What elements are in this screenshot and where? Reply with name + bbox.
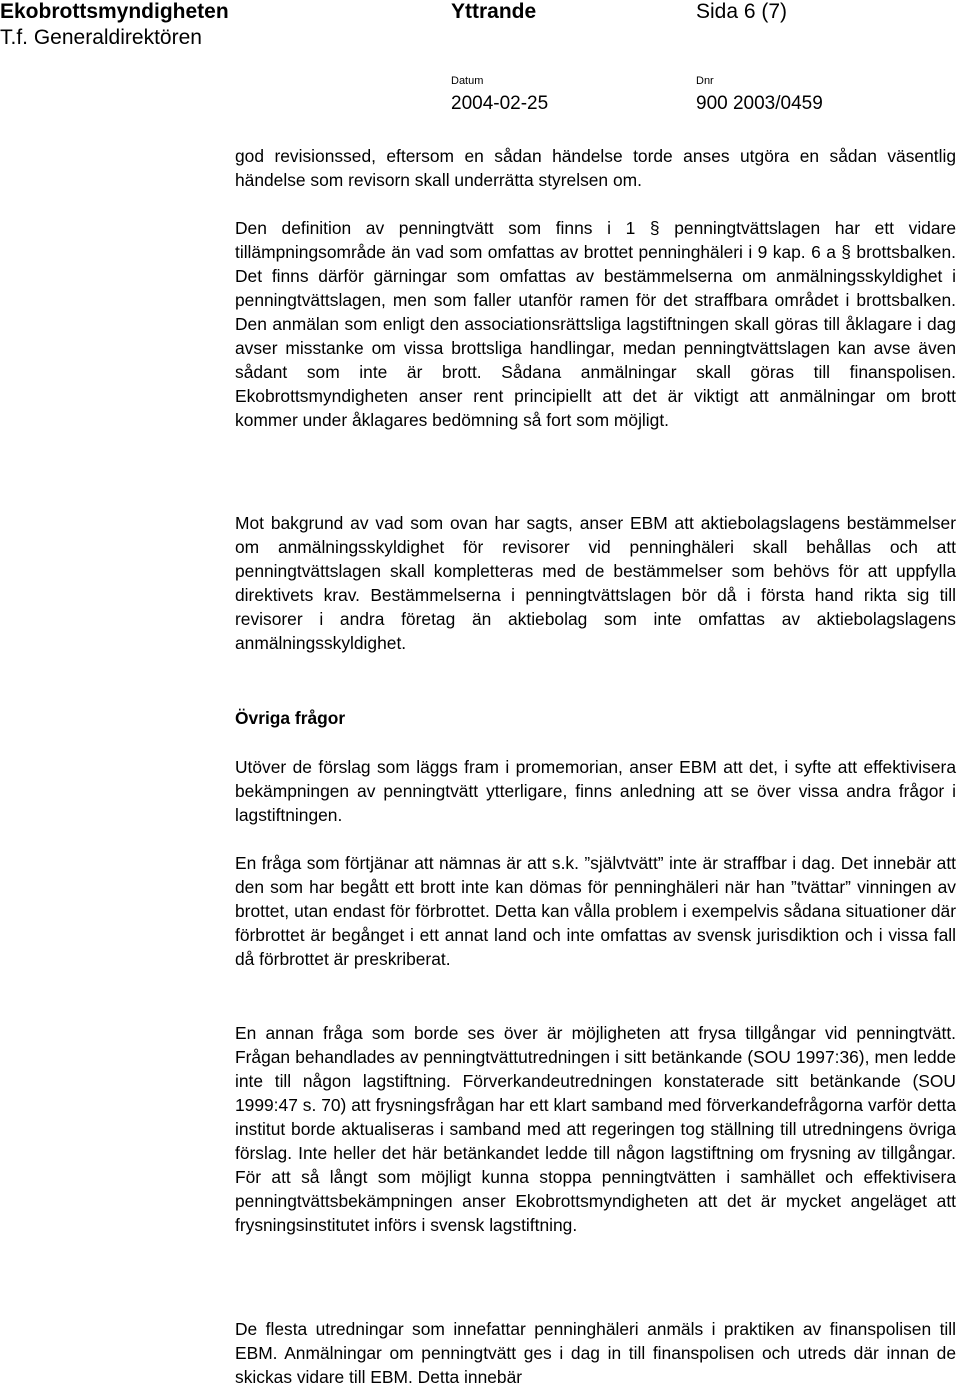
section-heading: Övriga frågor <box>235 708 346 728</box>
date-value: 2004-02-25 <box>451 93 549 114</box>
dnr-value: 900 2003/0459 <box>696 93 823 114</box>
paragraph-1: god revisionssed, eftersom en sådan händelse torde anses utgöra en sådan väsentlig händelse som revisorn skall underrätta styrelsen om. <box>235 146 956 190</box>
paragraph-4: Utöver de förslag som läggs fram i promemorian, anser EBM att det, i syfte att effektivisera bekämpningen av penningtvätt ytterligare, finns anledning att se över vissa andra frågor i lagstiftningen. <box>235 757 956 825</box>
paragraph-3: Mot bakgrund av vad som ovan har sagts, anser EBM att aktiebolagslagens bestämmelser om anmälningsskyldighet för revisorer vid penninghäleri skall behållas och att penningtvättslagen skall kompletteras med de bestämmelser som behövs för att uppfylla direktivets krav. Bestämmelserna i penningtvättslagen bör då i första hand rikta sig till revisorer i andra företag än aktiebolag som inte omfattas av aktiebolagslagens anmälningsskyldighet. <box>235 513 956 653</box>
date-label: Datum <box>451 75 484 87</box>
paragraph-5: En fråga som förtjänar att nämnas är att s.k. ”självtvätt” inte är straffbar i dag. Det innebär att den som har begått ett brott inte kan dömas för penninghäleri när han ”tvättar” vinningen av brottet, utan endast för förbrottet. Detta kan vålla problem i exempelvis sådana situationer där förbrottet är begånget i ett annat land och inte omfattas av svensk jurisdiktion och i vissa fall då förbrottet är preskriberat. <box>235 853 956 969</box>
paragraph-7: De flesta utredningar som innefattar penninghäleri anmäls i praktiken av finanspolisen till EBM. Anmälningar om penningtvätt ges i dag in till finanspolisen och utreds där innan de skickas vidare till EBM. Detta innebär <box>235 1319 956 1387</box>
paragraph-2: Den definition av penningtvätt som finns i 1 § penningtvättslagen har ett vidare tillämpningsområde än vad som omfattas av brottet penninghäleri i 9 kap. 6 a § brottsbalken. Det finns därför gärningar som omfattas av bestämmelserna om anmälningsskyldighet i penningtvättslagen, men som faller utanför ramen för det straffbara området i brottsbalken. Den anmälan som enligt den associationsrättsliga lagstiftningen skall göras till åklagare i dag avser misstanke om vissa brottsliga handlingar, medan penningtvättslagen kan avse även sådant som inte är brott. Sådana anmälningar skall göras till finanspolisen. Ekobrottsmyndigheten anser rent principiellt att det är viktigt att anmälningar om brott kommer under åklagares bedömning så fort som möjligt. <box>235 218 956 430</box>
page-number: Sida 6 (7) <box>696 0 788 23</box>
department-name: T.f. Generaldirektören <box>0 26 202 49</box>
document-type: Yttrande <box>451 0 537 23</box>
paragraph-6: En annan fråga som borde ses över är möjligheten att frysa tillgångar vid penningtvätt. Frågan behandlades av penningtvättutredningen i sitt betänkande (SOU 1997:36), men ledde inte till någon lagstiftning. Förverkandeutredningen konstaterade sitt betänkande (SOU 1999:47 s. 70) att frysningsfrågan har ett klart samband med förverkandefrågorna varför detta institut borde aktualiseras i samband med att regeringen tog ställning till utredningens övriga förslag. Inte heller det här betänkandet ledde till någon lagstiftning om frysning av tillgångar. För att så långt som möjligt kunna stoppa penningtvätten i samhället och effektivisera penningtvättsbekämpningen anser Ekobrottsmyndigheten att det är mycket angeläget att frysningsinstitutet införs i svensk lagstiftning. <box>235 1023 956 1235</box>
dnr-label: Dnr <box>696 75 714 87</box>
organization-name: Ekobrottsmyndigheten <box>0 0 229 23</box>
